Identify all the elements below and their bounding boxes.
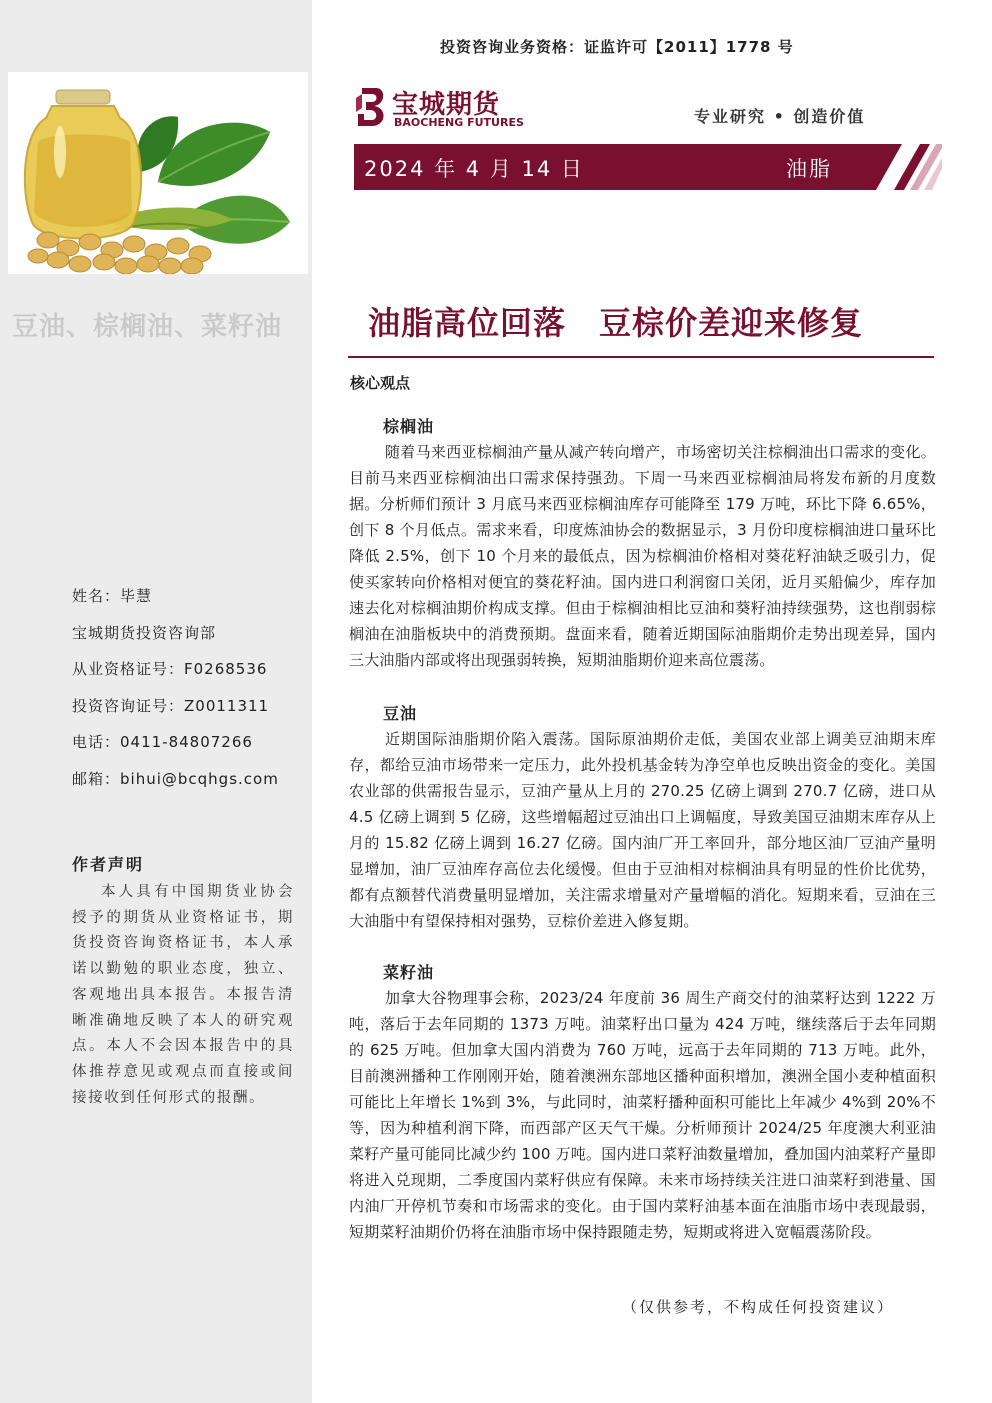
company-logo bbox=[354, 84, 524, 132]
analyst-name: 姓名：毕慧 bbox=[72, 587, 153, 605]
section-heading-rapeseed-oil: 菜籽油 bbox=[383, 963, 435, 982]
declaration-title: 作者声明 bbox=[72, 855, 145, 874]
report-category: 油脂 bbox=[786, 157, 832, 181]
title-divider bbox=[348, 356, 934, 358]
phone: 电话：0411-84807266 bbox=[72, 733, 253, 751]
declaration-body: 本人具有中国期货业协会授予的期货从业资格证书，期货投资咨询资格证书，本人承诺以勤勉的职业态度，独立、客观地出具本报告。本报告清晰准确地反映了本人的研究观点。本人不会因本报告中的具体推荐意见或观点而直接或间接接收到任何形式的报酬。 bbox=[72, 884, 294, 1106]
hero-image-oil-and-soybeans bbox=[8, 72, 308, 274]
section-heading-soybean-oil: 豆油 bbox=[383, 704, 418, 723]
section-text-rapeseed-oil: 加拿大谷物理事会称，2023/24 年度前 36 周生产商交付的油菜籽达到 1222 万吨，落后于去年同期的 1373 万吨。油菜籽出口量为 424 万吨，继续落后于去年同期的 625 万吨。但加拿大国内消费为 760 万吨，远高于去年同期的 713 万吨。此外，目前澳洲播种工作刚刚开始，随着澳洲东部地区播种面积增加，澳洲全国小麦种植面积可能比上年增长 1%到 3%，与此同时，油菜籽播种面积可能比上年减少 4%到 20%不等，因为种植利润下降，而西部产区天气干燥。分析师预计 2024/25 年度澳大利亚油菜籽产量可能同比减少约 100 万吨。国内进口菜籽油数量增加，叠加国内油菜籽产量即将进入兑现期，二季度国内菜籽供应有保障。未来市场持续关注进口油菜籽到港量、国内油厂开停机节奏和市场需求的变化。由于国内菜籽油基本面在油脂市场中表现最弱，短期菜籽油期价仍将在油脂市场中保持跟随走势，短期或将进入宽幅震荡阶段。 bbox=[349, 989, 936, 1241]
disclaimer: （仅供参考，不构成任何投资建议） bbox=[622, 1298, 895, 1316]
sidebar-products: 豆油、棕榈油、菜籽油 bbox=[12, 312, 283, 342]
logo-text-cn: 宝城期货 bbox=[392, 90, 501, 120]
license-text: 投资咨询业务资格：证监许可【2011】1778 号 bbox=[440, 38, 794, 56]
report-date: 2024 年 4 月 14 日 bbox=[364, 157, 584, 181]
section-text-soybean-oil: 近期国际油脂期价陷入震荡。国际原油期价走低，美国农业部上调美豆油期末库存，都给豆油市场带来一定压力，此外投机基金转为净空单也反映出资金的变化。美国农业部的供需报告显示，豆油产量从上月的 270.25 亿磅上调到 270.7 亿磅，进口从 4.5 亿磅上调到 5 亿磅，这些增幅超过豆油出口上调幅度，导致美国豆油期末库存从上月的 15.82 亿磅上调到 16.27 亿磅。国内油厂开工率回升，部分地区油厂豆油产量明显增加，油厂豆油库存高位去化缓慢。但由于豆油相对棕榈油具有明显的性价比优势，都有点额替代消费量明显增加，关注需求增量对产量增幅的消化。短期来看，豆油在三大油脂中有望保持相对强势，豆棕价差进入修复期。 bbox=[349, 730, 936, 930]
logo-text-en: BAOCHENG FUTURES bbox=[394, 116, 524, 129]
slogan: 专业研究 • 创造价值 bbox=[694, 107, 866, 126]
sidebar bbox=[0, 0, 312, 1403]
section-heading-palm-oil: 棕榈油 bbox=[383, 417, 435, 436]
core-heading: 核心观点 bbox=[350, 374, 411, 392]
department: 宝城期货投资咨询部 bbox=[72, 623, 217, 642]
qualification-number: 从业资格证号：F0268536 bbox=[72, 660, 268, 678]
consulting-number: 投资咨询证号：Z0011311 bbox=[72, 696, 270, 715]
report-title: 油脂高位回落 豆棕价差迎来修复 bbox=[368, 304, 864, 342]
email: 邮箱：bihui@bcqhgs.com bbox=[72, 769, 279, 788]
oil-jar-soybean-illustration bbox=[8, 72, 308, 274]
section-text-palm-oil: 随着马来西亚棕榈油产量从减产转向增产，市场密切关注棕榈油出口需求的变化。目前马来西亚棕榈油出口需求保持强劲。下周一马来西亚棕榈油局将发布新的月度数据。分析师们预计 3 月底马来西亚棕榈油库存可能降至 179 万吨，环比下降 6.65%，创下 8 个月低点。需求来看，印度炼油协会的数据显示，3 月份印度棕榈油进口量环比降低 2.5%，创下 10 个月来的最低点，因为棕榈油价格相对葵花籽油缺乏吸引力，促使买家转向价格相对便宜的葵花籽油。国内进口利润窗口关闭，近月买船偏少，库存加速去化对棕榈油期价构成支撑。但由于棕榈油相比豆油和葵籽油持续强势，这也削弱棕榈油在油脂板块中的消费预期。盘面来看，随着近期国际油脂期价走势出现差异，国内三大油脂内部或将出现强弱转换，短期油脂期价迎来高位震荡。 bbox=[349, 443, 936, 669]
logo-mark-icon bbox=[354, 84, 390, 130]
date-banner bbox=[354, 144, 942, 190]
analyst-contact bbox=[72, 582, 307, 801]
